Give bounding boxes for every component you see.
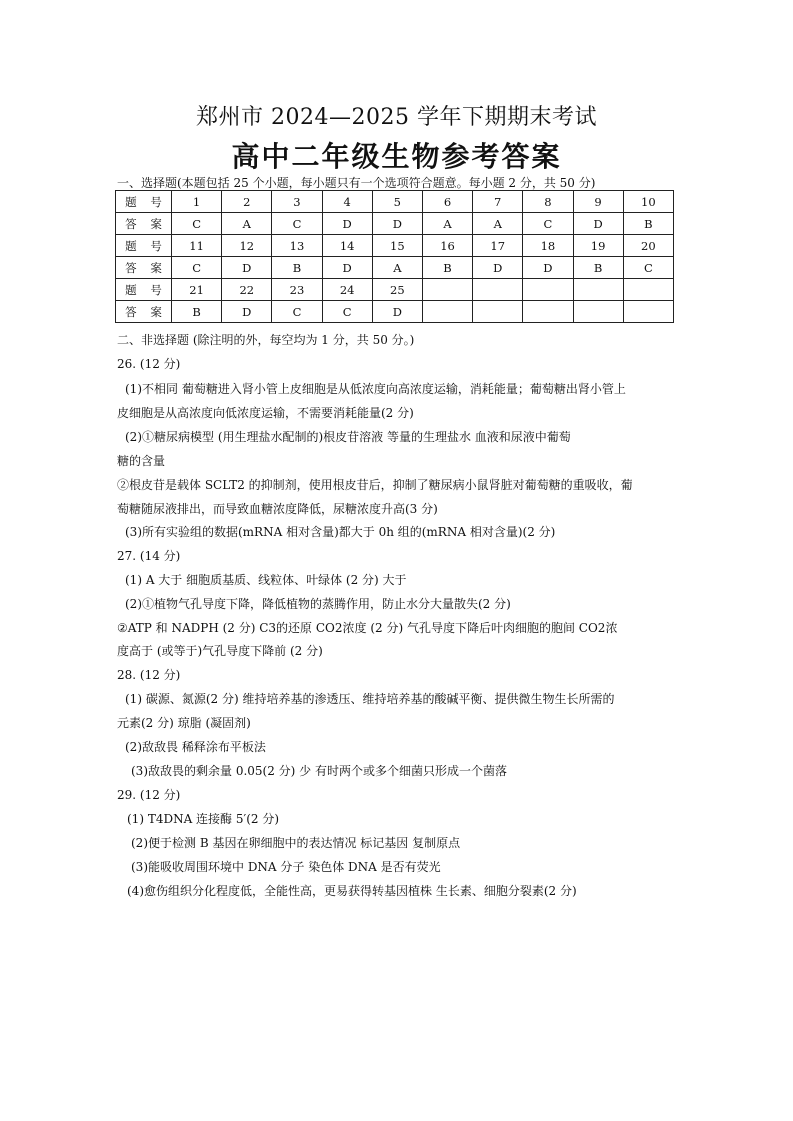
table-cell [573, 279, 623, 301]
table-cell [473, 279, 523, 301]
table-cell: 7 [473, 191, 523, 213]
table-cell: A [473, 213, 523, 235]
exam-title: 郑州市 2024—2025 学年下期期末考试 [196, 105, 597, 130]
answer-line: 皮细胞是从高浓度向低浓度运输，不需要消耗能量(2 分) [117, 406, 414, 420]
answer-line: (3)敌敌畏的剩余量 0.05(2 分) 少 有时两个或多个细菌只形成一个菌落 [131, 764, 507, 778]
answer-table [115, 190, 674, 323]
table-cell: C [523, 213, 573, 235]
table-cell: D [322, 257, 372, 279]
section1-heading: 一、选择题(本题包括 25 个小题，每小题只有一个选项符合题意。每小题 2 分，共 50 分) [117, 176, 596, 190]
table-cell: B [172, 301, 222, 323]
table-cell: 2 [222, 191, 272, 213]
answer-line: (2)①糖尿病模型 (用生理盐水配制的)根皮苷溶液 等量的生理盐水 血液和尿液中葡萄 [125, 430, 571, 444]
table-cell: 11 [172, 235, 222, 257]
table-cell: D [222, 301, 272, 323]
table-cell: C [322, 301, 372, 323]
table-cell: D [322, 213, 372, 235]
table-cell: B [623, 213, 673, 235]
table-cell: 15 [372, 235, 422, 257]
answer-line: (1) T4DNA 连接酶 5′(2 分) [127, 812, 280, 826]
answer-line: 元素(2 分) 琼脂 (凝固剂) [117, 716, 251, 730]
answer-line: (1) 碳源、氮源(2 分) 维持培养基的渗透压、维持培养基的酸碱平衡、提供微生物生长所需的 [125, 692, 615, 706]
table-cell: 12 [222, 235, 272, 257]
table-cell [422, 301, 472, 323]
table-cell: A [422, 213, 472, 235]
table-cell: 22 [222, 279, 272, 301]
row-label: 答 案 [116, 257, 172, 279]
table-cell: 23 [272, 279, 322, 301]
answer-line: 28. (12 分) [117, 668, 181, 682]
table-cell [422, 279, 472, 301]
answer-line: 26. (12 分) [117, 357, 181, 371]
table-cell [623, 279, 673, 301]
table-cell: D [222, 257, 272, 279]
table-cell: 5 [372, 191, 422, 213]
table-cell: C [623, 257, 673, 279]
answer-line: (2)①植物气孔导度下降，降低植物的蒸腾作用，防止水分大量散失(2 分) [125, 597, 511, 611]
table-cell: C [272, 301, 322, 323]
table-cell [573, 301, 623, 323]
table-row [116, 191, 674, 213]
table-cell: D [372, 213, 422, 235]
answer-line: (3)能吸收周围环境中 DNA 分子 染色体 DNA 是否有荧光 [131, 860, 441, 874]
answer-line: 度高于 (或等于)气孔导度下降前 (2 分) [117, 644, 323, 658]
table-cell [623, 301, 673, 323]
table-cell: 19 [573, 235, 623, 257]
table-cell [523, 301, 573, 323]
table-cell: D [372, 301, 422, 323]
answer-line: ②根皮苷是载体 SCLT2 的抑制剂，使用根皮苷后，抑制了糖尿病小鼠肾脏对葡萄糖的重吸收，葡 [117, 478, 633, 492]
table-cell: 18 [523, 235, 573, 257]
table-cell: D [573, 213, 623, 235]
table-cell: 9 [573, 191, 623, 213]
answer-line: (2)敌敌畏 稀释涂布平板法 [125, 740, 266, 754]
table-cell: 21 [172, 279, 222, 301]
table-row [116, 301, 674, 323]
answer-key-subtitle: 高中二年级生物参考答案 [231, 140, 562, 173]
table-cell: 8 [523, 191, 573, 213]
table-cell: 1 [172, 191, 222, 213]
table-cell: A [222, 213, 272, 235]
table-cell: D [523, 257, 573, 279]
answer-line: 29. (12 分) [117, 788, 181, 802]
table-cell: 17 [473, 235, 523, 257]
table-cell: 20 [623, 235, 673, 257]
table-cell: 6 [422, 191, 472, 213]
answer-line: (1)不相同 葡萄糖进入肾小管上皮细胞是从低浓度向高浓度运输，消耗能量；葡萄糖出肾小管上 [125, 382, 626, 396]
answer-line: ②ATP 和 NADPH (2 分) C3的还原 CO2浓度 (2 分) 气孔导度下降后叶肉细胞的胞间 CO2浓 [117, 621, 618, 635]
answer-line: (3)所有实验组的数据(mRNA 相对含量)都大于 0h 组的(mRNA 相对含量)(2 分) [125, 525, 556, 539]
table-cell: C [272, 213, 322, 235]
table-cell: 16 [422, 235, 472, 257]
section2-heading: 二、非选择题 (除注明的外，每空均为 1 分，共 50 分。) [117, 333, 415, 347]
table-cell: B [573, 257, 623, 279]
row-label: 题 号 [116, 279, 172, 301]
table-row [116, 235, 674, 257]
table-cell: C [172, 213, 222, 235]
table-row [116, 257, 674, 279]
answer-line: (1) A 大于 细胞质基质、线粒体、叶绿体 (2 分) 大于 [125, 573, 407, 587]
table-cell: B [422, 257, 472, 279]
table-cell: 4 [322, 191, 372, 213]
answer-line: (4)愈伤组织分化程度低，全能性高，更易获得转基因植株 生长素、细胞分裂素(2 分) [127, 884, 577, 898]
table-cell [473, 301, 523, 323]
row-label: 答 案 [116, 213, 172, 235]
table-cell: 13 [272, 235, 322, 257]
table-cell: D [473, 257, 523, 279]
row-label: 题 号 [116, 191, 172, 213]
table-cell [523, 279, 573, 301]
table-cell: 25 [372, 279, 422, 301]
table-cell: 3 [272, 191, 322, 213]
table-cell: 24 [322, 279, 372, 301]
answer-line: 萄糖随尿液排出，而导致血糖浓度降低，尿糖浓度升高(3 分) [117, 502, 438, 516]
row-label: 答 案 [116, 301, 172, 323]
table-cell: 10 [623, 191, 673, 213]
table-cell: A [372, 257, 422, 279]
table-cell: C [172, 257, 222, 279]
table-cell: B [272, 257, 322, 279]
answer-line: (2)便于检测 B 基因在卵细胞中的表达情况 标记基因 复制原点 [131, 836, 461, 850]
answer-line: 27. (14 分) [117, 549, 181, 563]
table-row [116, 213, 674, 235]
row-label: 题 号 [116, 235, 172, 257]
answer-line: 糖的含量 [117, 454, 166, 468]
table-cell: 14 [322, 235, 372, 257]
table-row [116, 279, 674, 301]
